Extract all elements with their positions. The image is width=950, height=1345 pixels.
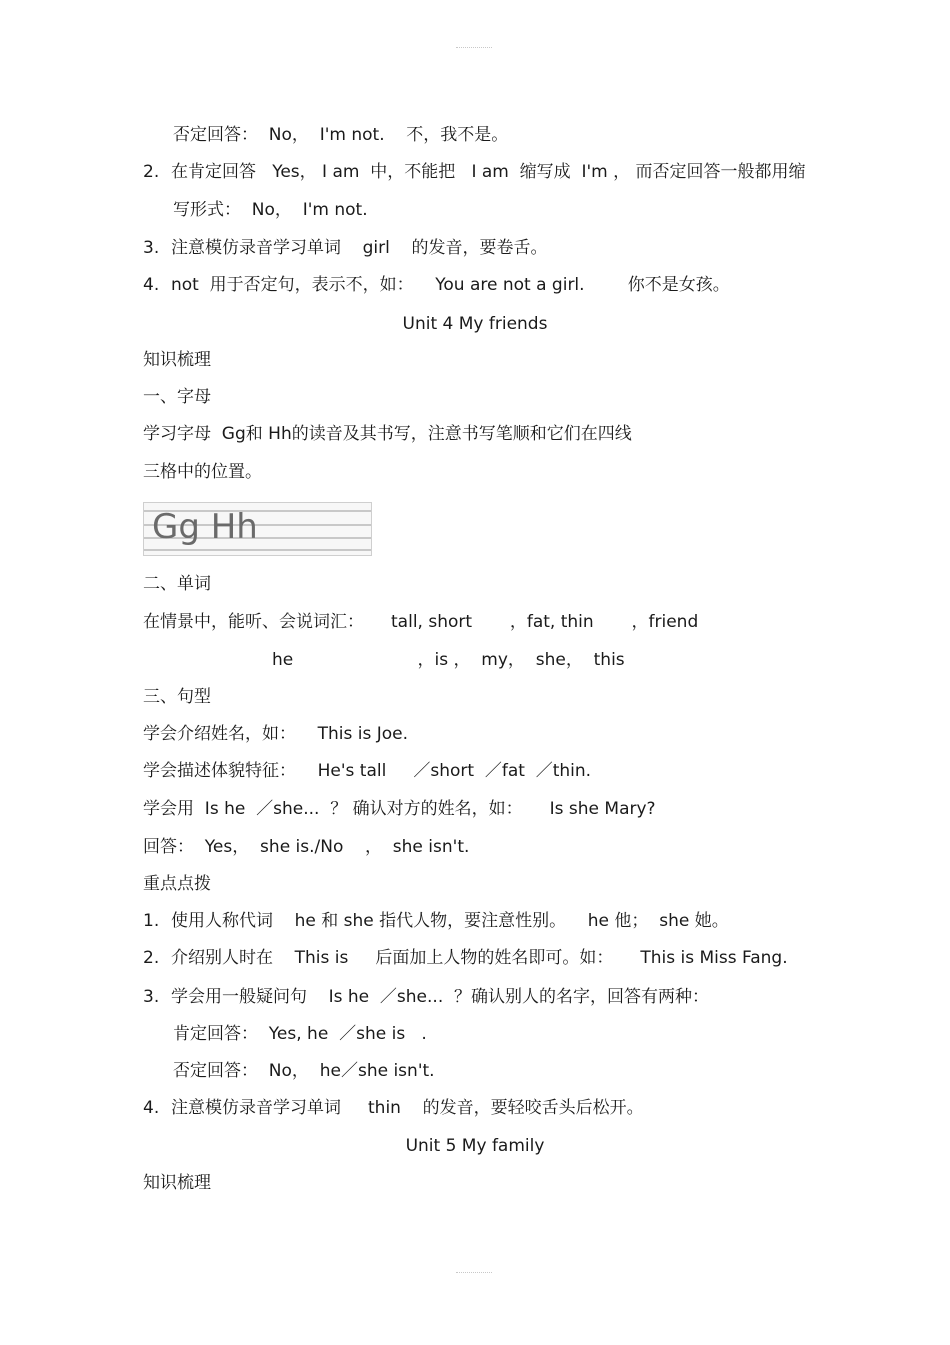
note-4 (143, 274, 730, 296)
four-line-grid-letters (144, 503, 371, 555)
key-points-heading: 重点点拨 (143, 874, 211, 894)
sentence-describe: 学会描述体貌特征： He's tall ／short ／fat ／thin. (143, 761, 592, 781)
section-heading-2: 知识梳理 (143, 1173, 211, 1193)
sentence-confirm: 学会用 Is he ／she... ？ 确认对方的姓名，如： Is she Mary? (143, 799, 656, 819)
letters-text: Gg Hh (152, 507, 258, 547)
page-top-marker (456, 47, 492, 49)
subsection-sentences: 三、句型 (143, 687, 211, 707)
section-heading: 知识梳理 (143, 350, 211, 370)
note-text: 注意模仿录音学习单词 thin 的发音，要轻咬舌头后松开。 (171, 1098, 644, 1118)
note-3 (143, 237, 547, 259)
key-point-2 (143, 947, 788, 969)
letters-description: 学习字母 Gg和 Hh的读音及其书写，注意书写笔顺和它们在四线 (143, 424, 632, 444)
sentence-introduce: 学会介绍姓名，如： This is Joe. (143, 724, 409, 744)
unit-4-title: Unit 4 My friends (402, 314, 548, 334)
note-text: 介绍别人时在 This is 后面加上人物的姓名即可。如： This is Miss Fang. (171, 948, 788, 968)
item-number: 2. (143, 948, 160, 968)
note-text: 学会用一般疑问句 Is he ／she... ？确认别人的名字，回答有两种： (171, 987, 710, 1007)
item-number: 4. (143, 1098, 160, 1118)
key-point-3 (143, 986, 709, 1008)
page-bottom-marker (456, 1272, 492, 1274)
subsection-words: 二、单词 (143, 574, 211, 594)
subsection-letters: 一、字母 (143, 387, 211, 407)
note-text: 在肯定回答 Yes， I am 中，不能把 I am 缩写成 I'm ， 而否定回答一般都用缩 (171, 162, 806, 182)
note-text: 使用人称代词 he 和 she 指代人物，要注意性别。 he 他； she 她。 (171, 911, 729, 931)
key-point-1 (143, 910, 729, 932)
item-number: 3. (143, 987, 160, 1007)
negative-answer-line: 否定回答： No， I'm not. 不，我不是。 (173, 125, 509, 145)
item-number: 4. (143, 275, 160, 295)
key-point-4 (143, 1097, 644, 1119)
vocabulary-line-continued: he ，is ， my， she， this (272, 650, 625, 670)
item-number: 3. (143, 238, 160, 258)
note-2 (143, 161, 806, 183)
letters-writing-image (143, 502, 372, 556)
vocabulary-line: 在情景中，能听、会说词汇： tall, short ，fat, thin ，friend (143, 612, 699, 632)
item-number: 1. (143, 911, 160, 931)
letters-description-continued: 三格中的位置。 (143, 462, 262, 482)
note-text: 注意模仿录音学习单词 girl 的发音，要卷舌。 (171, 238, 548, 258)
item-number: 2. (143, 162, 160, 182)
positive-answer-line: 肯定回答： Yes, he ／she is . (173, 1024, 427, 1044)
note-text: not 用于否定句，表示不，如： You are not a girl. 你不是女孩。 (171, 275, 730, 295)
negative-answer-line-2: 否定回答： No， he／she isn't. (173, 1061, 435, 1081)
unit-5-title: Unit 5 My family (405, 1136, 545, 1156)
note-2-continued: 写形式： No， I'm not. (173, 200, 368, 220)
sentence-answer: 回答： Yes， she is./No ， she isn't. (143, 837, 470, 857)
